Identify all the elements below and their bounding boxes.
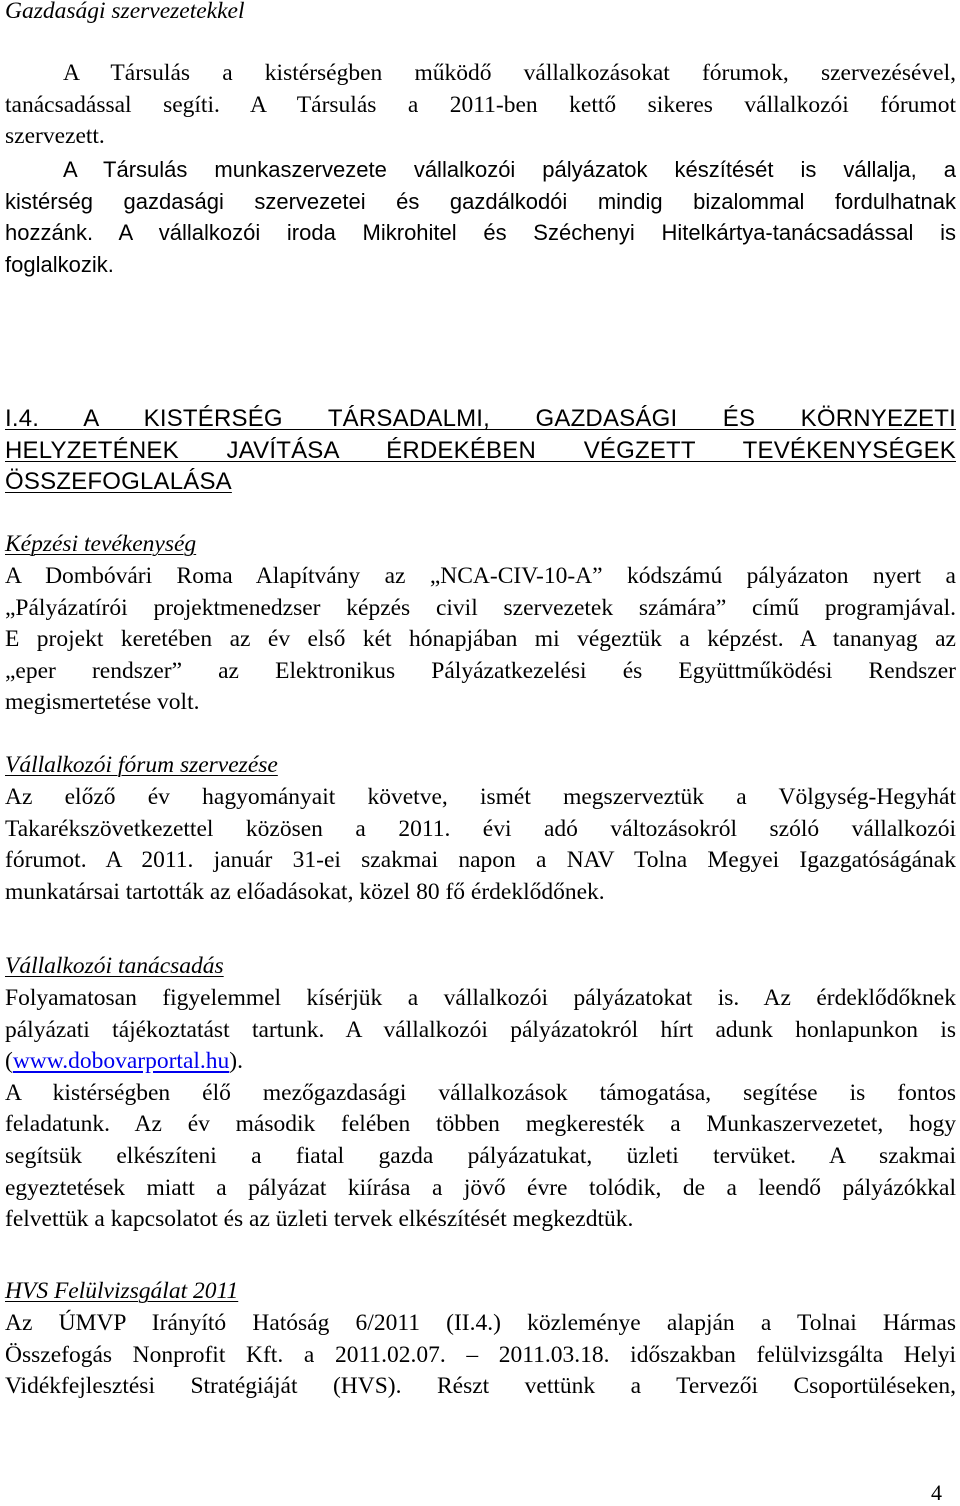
title-line: ÖSSZEFOGLALÁSA bbox=[5, 468, 232, 496]
section-heading-gazdasagi bbox=[5, 0, 956, 28]
paragraph-forum bbox=[5, 782, 956, 908]
paragraph-hvs bbox=[5, 1308, 956, 1403]
text-line: foglalkozik. bbox=[5, 251, 114, 277]
text-line: E projekt keretében az év első két hónapjában mi végeztük a képzést. A tananyag az bbox=[5, 626, 956, 653]
text-line: A Dombóvári Roma Alapítvány az „NCA-CIV-10-A” kódszámú pályázaton nyert a bbox=[5, 563, 956, 589]
text-line: felvettük a kapcsolatot és az üzleti tervek elkészítését megkezdtük. bbox=[5, 1206, 634, 1233]
section-title-i4 bbox=[5, 403, 956, 498]
title-line bbox=[5, 403, 956, 435]
subsection-heading-kepzesi bbox=[5, 529, 956, 561]
text-line: szervezett. bbox=[5, 123, 105, 150]
paragraph-kepzesi bbox=[5, 561, 956, 719]
text-line: A kistérségben élő mezőgazdasági vállalkozások támogatása, segítése is fontos bbox=[5, 1079, 956, 1106]
text-line: Az ÚMVP Irányító Hatóság 6/2011 (II.4.) közleménye alapján a Tolnai Hármas bbox=[5, 1310, 956, 1336]
text-line: pályázati tájékoztatást tartunk. A vállalkozói pályázatokról hírt adunk honlapunkon is bbox=[5, 1016, 956, 1043]
paragraph-tanacsadas bbox=[5, 983, 956, 1236]
text-line: „Pályázatírói projektmenedzser képzés civil szervezetek számára” című programjával. bbox=[5, 594, 956, 621]
text-line: Az előző év hagyományait követve, ismét megszerveztük a Völgység-Hegyhát bbox=[5, 784, 956, 810]
text-line: „eper rendszer” az Elektronikus Pályázatkezelési és Együttműködési Rendszer bbox=[5, 657, 956, 684]
section-number: I.4. bbox=[5, 405, 40, 432]
text-line: kistérség gazdasági szervezetei és gazdálkodói mindig bizalommal fordulhatnak bbox=[5, 188, 956, 214]
text-line: Takarékszövetkezettel közösen a 2011. évi adó változásokról szóló vállalkozói bbox=[5, 815, 956, 842]
heading-kepzesi: Képzési tevékenység bbox=[5, 531, 197, 557]
paren-close: ). bbox=[229, 1048, 243, 1075]
paragraph-forums bbox=[5, 58, 956, 153]
text-line: fórumot. A 2011. január 31-ei szakmai napon a NAV Tolna Megyei Igazgatóságának bbox=[5, 847, 956, 874]
text-line: feladatunk. Az év második felében többen megkeresték a Munkaszervezetet, hogy bbox=[5, 1111, 956, 1138]
text-line: A Társulás a kistérségben működő vállalkozásokat fórumok, szervezésével, bbox=[63, 60, 956, 86]
subsection-heading-forum bbox=[5, 750, 956, 782]
heading-hvs: HVS Felülvizsgálat 2011 bbox=[5, 1278, 239, 1304]
text-line: segítsük elkészíteni a fiatal gazda pályázatukat, üzleti tervüket. A szakmai bbox=[5, 1142, 956, 1169]
website-link[interactable]: www.dobovarportal.hu bbox=[12, 1048, 230, 1075]
text-line: megismertetése volt. bbox=[5, 689, 200, 716]
text-line: Összefogás Nonprofit Kft. a 2011.02.07. – 2011.03.18. időszakban felülvizsgálta Helyi bbox=[5, 1341, 956, 1368]
title-text: A KISTÉRSÉG TÁRSADALMI, GAZDASÁGI ÉS KÖRNYEZETI bbox=[83, 405, 956, 432]
text-line: egyeztetések miatt a pályázat kiírása a jövő évre tolódik, de a leendő pályázókkal bbox=[5, 1174, 956, 1201]
text-line: tanácsadással segíti. A Társulás a 2011-ben kettő sikeres vállalkozói fórumot bbox=[5, 91, 956, 118]
page-number: 4 bbox=[931, 1480, 942, 1505]
text-line: munkatársai tartották az előadásokat, közel 80 fő érdeklődőnek. bbox=[5, 878, 605, 905]
paragraph-munkaszervezet bbox=[5, 154, 956, 280]
text-line: Folyamatosan figyelemmel kísérjük a vállalkozói pályázatokat is. Az érdeklődőknek bbox=[5, 985, 956, 1011]
text-line bbox=[5, 1046, 956, 1078]
heading-forum: Vállalkozói fórum szervezése bbox=[5, 752, 278, 778]
heading-gazdasagi: Gazdasági szervezetekkel bbox=[5, 0, 245, 24]
text-line: Vidékfejlesztési Stratégiáját (HVS). Részt vettünk a Tervezői Csoportüléseken, bbox=[5, 1373, 956, 1400]
heading-tanacsadas: Vállalkozói tanácsadás bbox=[5, 953, 224, 979]
paren-open: ( bbox=[5, 1048, 13, 1075]
text-line: hozzánk. A vállalkozói iroda Mikrohitel és Széchenyi Hitelkártya-tanácsadással is bbox=[5, 220, 956, 246]
subsection-heading-hvs bbox=[5, 1276, 956, 1308]
title-line: HELYZETÉNEK JAVÍTÁSA ÉRDEKÉBEN VÉGZETT TEVÉKENYSÉGEK bbox=[5, 436, 956, 464]
text-line: A Társulás munkaszervezete vállalkozói pályázatok készítését is vállalja, a bbox=[63, 157, 956, 182]
subsection-heading-tanacsadas bbox=[5, 951, 956, 983]
